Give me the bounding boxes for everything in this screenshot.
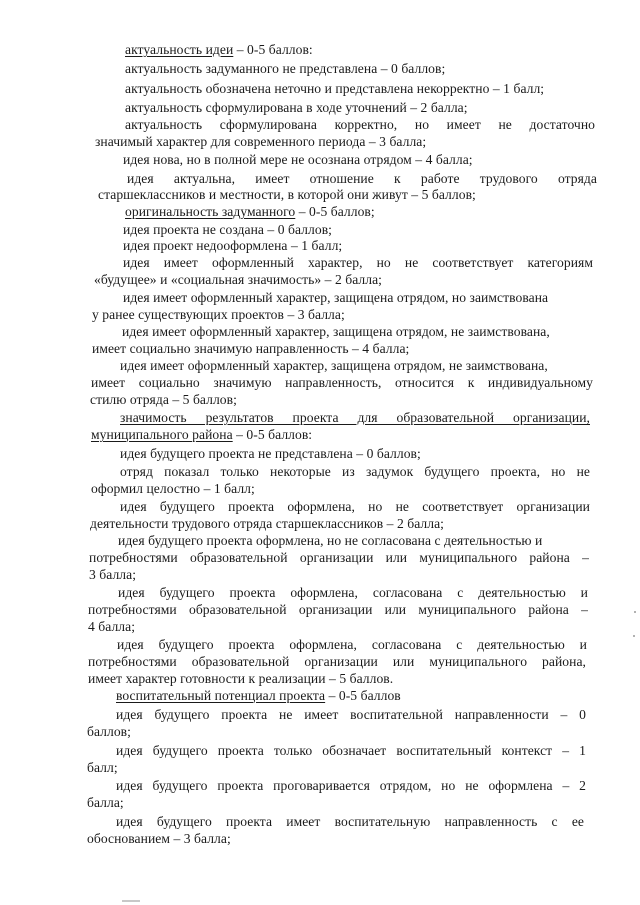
criterion-line: «будущее» и «социальная значимость» – 2 балла; <box>94 272 383 287</box>
criterion-line: 4 балла; <box>88 619 136 634</box>
criterion-line: актуальность обозначена неточно и представлена некорректно – 1 балл; <box>125 81 545 96</box>
criterion-line: идея имеет оформленный характер, защищена отрядом, но заимствована <box>123 290 549 305</box>
criterion-line: балл; <box>87 760 118 775</box>
criterion-line: имеет социально значимую направленность – 4 балла; <box>92 341 410 356</box>
section-heading <box>116 687 401 704</box>
section-heading-text: муниципального района <box>91 427 233 442</box>
criterion-line: обоснованием – 3 балла; <box>87 831 231 846</box>
criterion-line: старшеклассников и местности, в которой они живут – 5 баллов; <box>98 187 476 202</box>
section-heading <box>91 426 312 443</box>
criterion-line: баллов; <box>87 724 131 739</box>
criterion-line: идея будущего проекта оформлена, согласована с деятельностью и <box>117 637 587 652</box>
criterion-line: деятельности трудового отряда старшеклассников – 2 балла; <box>90 516 444 531</box>
criterion-line: у ранее существующих проектов – 3 балла; <box>92 307 345 322</box>
scan-edge-mark <box>122 900 140 902</box>
criterion-line: отряд показал только некоторые из задумок будущего проекта, но не <box>120 464 590 479</box>
section-heading: значимость результатов проекта для образовательной организации, <box>120 410 590 425</box>
criterion-line: актуальность задуманного не представлена – 0 баллов; <box>125 61 446 76</box>
criterion-line: идея будущего проекта оформлена, согласована с деятельностью и <box>118 585 588 600</box>
criterion-line: идея имеет оформленный характер, защищена отрядом, не заимствована, <box>122 324 550 339</box>
criterion-line: идея нова, но в полной мере не осознана отрядом – 4 балла; <box>123 152 473 167</box>
criterion-line: имеет характер готовности к реализации – 5 баллов. <box>88 671 394 686</box>
criterion-line: имеет социально значимую направленность, относится к индивидуальному <box>91 375 593 390</box>
criterion-line: идея будущего проекта не имеет воспитательной направленности – 0 <box>116 707 586 722</box>
section-heading-text: оригинальность задуманного <box>125 204 296 219</box>
criterion-line: потребностями образовательной организации или муниципального района – <box>88 602 588 617</box>
criterion-line: идея проекта не создана – 0 баллов; <box>123 222 332 237</box>
criterion-line: 3 балла; <box>89 567 137 582</box>
criterion-line: идея будущего проекта имеет воспитательную направленность с ее <box>116 814 584 829</box>
criterion-line: идея будущего проекта оформлена, но не соответствует организации <box>120 499 590 514</box>
section-heading-suffix: – 0-5 баллов; <box>295 204 375 219</box>
section-heading <box>125 203 375 220</box>
section-heading-suffix: – 0-5 баллов <box>325 688 401 703</box>
section-heading-text: воспитательный потенциал проекта <box>116 688 326 703</box>
criterion-line: потребностями образовательной организации или муниципального района – <box>89 550 589 565</box>
criterion-line: актуальность сформулирована корректно, но имеет не достаточно <box>125 117 595 132</box>
criterion-line: значимый характер для современного периода – 3 балла; <box>95 134 427 149</box>
criterion-line: идея будущего проекта оформлена, но не согласована с деятельностью и <box>118 533 543 548</box>
section-heading-suffix: – 0-5 баллов: <box>233 42 313 57</box>
criterion-line: актуальность сформулирована в ходе уточнений – 2 балла; <box>125 100 468 115</box>
criterion-line: идея будущего проекта только обозначает воспитательный контекст – 1 <box>116 743 586 758</box>
criterion-line: идея будущего проекта проговаривается отрядом, но не оформлена – 2 <box>116 778 586 793</box>
criterion-line: идея имеет оформленный характер, защищена отрядом, не заимствована, <box>120 358 548 373</box>
scan-speck <box>634 611 636 613</box>
criterion-line: идея актуальна, имеет отношение к работе трудового отряда <box>127 171 597 186</box>
criterion-line: оформил целостно – 1 балл; <box>91 481 255 496</box>
criterion-line: идея будущего проекта не представлена – 0 баллов; <box>120 446 421 461</box>
scan-speck <box>633 635 635 637</box>
criterion-line: идея проект недооформлена – 1 балл; <box>123 238 343 253</box>
criterion-line: стилю отряда – 5 баллов; <box>90 392 237 407</box>
criterion-line: балла; <box>87 795 124 810</box>
section-heading <box>125 41 313 58</box>
criterion-line: идея имеет оформленный характер, но не соответствует категориям <box>123 255 593 270</box>
section-heading-suffix: – 0-5 баллов: <box>232 427 313 442</box>
criterion-line: потребностями образовательной организации или муниципального района, <box>88 654 586 669</box>
section-heading-text: актуальность идеи <box>125 42 234 57</box>
